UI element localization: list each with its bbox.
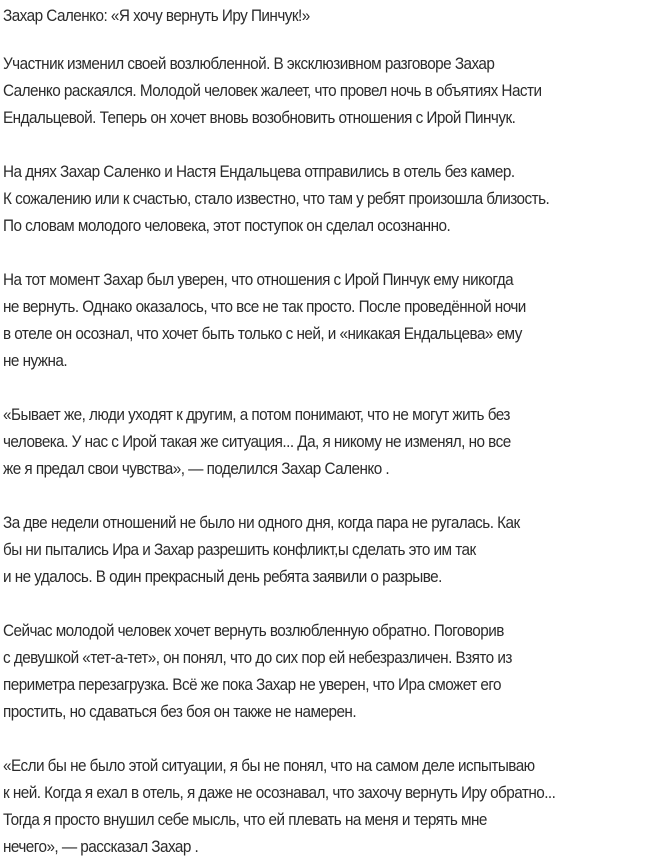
paragraph-2 (3, 158, 665, 239)
text-line: периметра перезагрузка. Всё же пока Захар не уверен, что Ира сможет его (3, 675, 502, 694)
text-line: не нужна. (3, 351, 68, 370)
text-line: На тот момент Захар был уверен, что отношения с Ирой Пинчук ему никогда (3, 270, 514, 289)
text-line: Участник изменил своей возлюбленной. В эксклюзивном разговоре Захар (3, 54, 495, 73)
paragraph-5 (3, 509, 665, 590)
paragraph-7-quote (3, 752, 665, 860)
paragraph-3 (3, 266, 665, 374)
text-line: «Бывает же, люди уходят к другим, а потом понимают, что не могут жить без (3, 405, 510, 424)
text-line: к ней. Когда я ехал в отель, я даже не осознавал, что захочу вернуть Иру обратно... (3, 783, 556, 802)
text-line: не вернуть. Однако оказалось, что все не так просто. После проведённой ночи (3, 297, 526, 316)
text-line: «Если бы не было этой ситуации, я бы не понял, что на самом деле испытываю (3, 756, 535, 775)
text-line: Сейчас молодой человек хочет вернуть возлюбленную обратно. Поговорив (3, 621, 504, 640)
paragraph-1 (3, 50, 665, 131)
text-line: простить, но сдаваться без боя он также не намерен. (3, 702, 357, 721)
text-line: бы ни пытались Ира и Захар разрешить конфликт,ы сделать это им так (3, 540, 476, 559)
text-line: и не удалось. В один прекрасный день ребята заявили о разрыве. (3, 567, 442, 586)
paragraph-6 (3, 617, 665, 725)
text-line: с девушкой «тет-а-тет», он понял, что до сих пор ей небезразличен. Взято из (3, 648, 512, 667)
text-line: нечего», — рассказал Захар . (3, 837, 199, 856)
text-line: Тогда я просто внушил себе мысль, что ей плевать на меня и терять мне (3, 810, 487, 829)
text-line: человека. У нас с Ирой такая же ситуация... Да, я никому не изменял, но все (3, 432, 511, 451)
text-line: Ендальцевой. Теперь он хочет вновь возобновить отношения с Ирой Пинчук. (3, 108, 516, 127)
paragraph-4-quote (3, 401, 665, 482)
text-line: в отеле он осознал, что хочет быть только с ней, и «никакая Ендальцева» ему (3, 324, 522, 343)
article-title: Захар Саленко: «Я хочу вернуть Иру Пинчук!» (3, 6, 310, 25)
text-line: По словам молодого человека, этот поступок он сделал осознанно. (3, 216, 451, 235)
text-line: К сожалению или к счастью, стало известно, что там у ребят произошла близость. (3, 189, 550, 208)
text-line: же я предал свои чувства», — поделился Захар Саленко . (3, 459, 390, 478)
text-line: На днях Захар Саленко и Настя Ендальцева отправились в отель без камер. (3, 162, 515, 181)
text-line: Саленко раскаялся. Молодой человек жалеет, что провел ночь в объятиях Насти (3, 81, 542, 100)
text-line: За две недели отношений не было ни одного дня, когда пара не ругалась. Как (3, 513, 520, 532)
